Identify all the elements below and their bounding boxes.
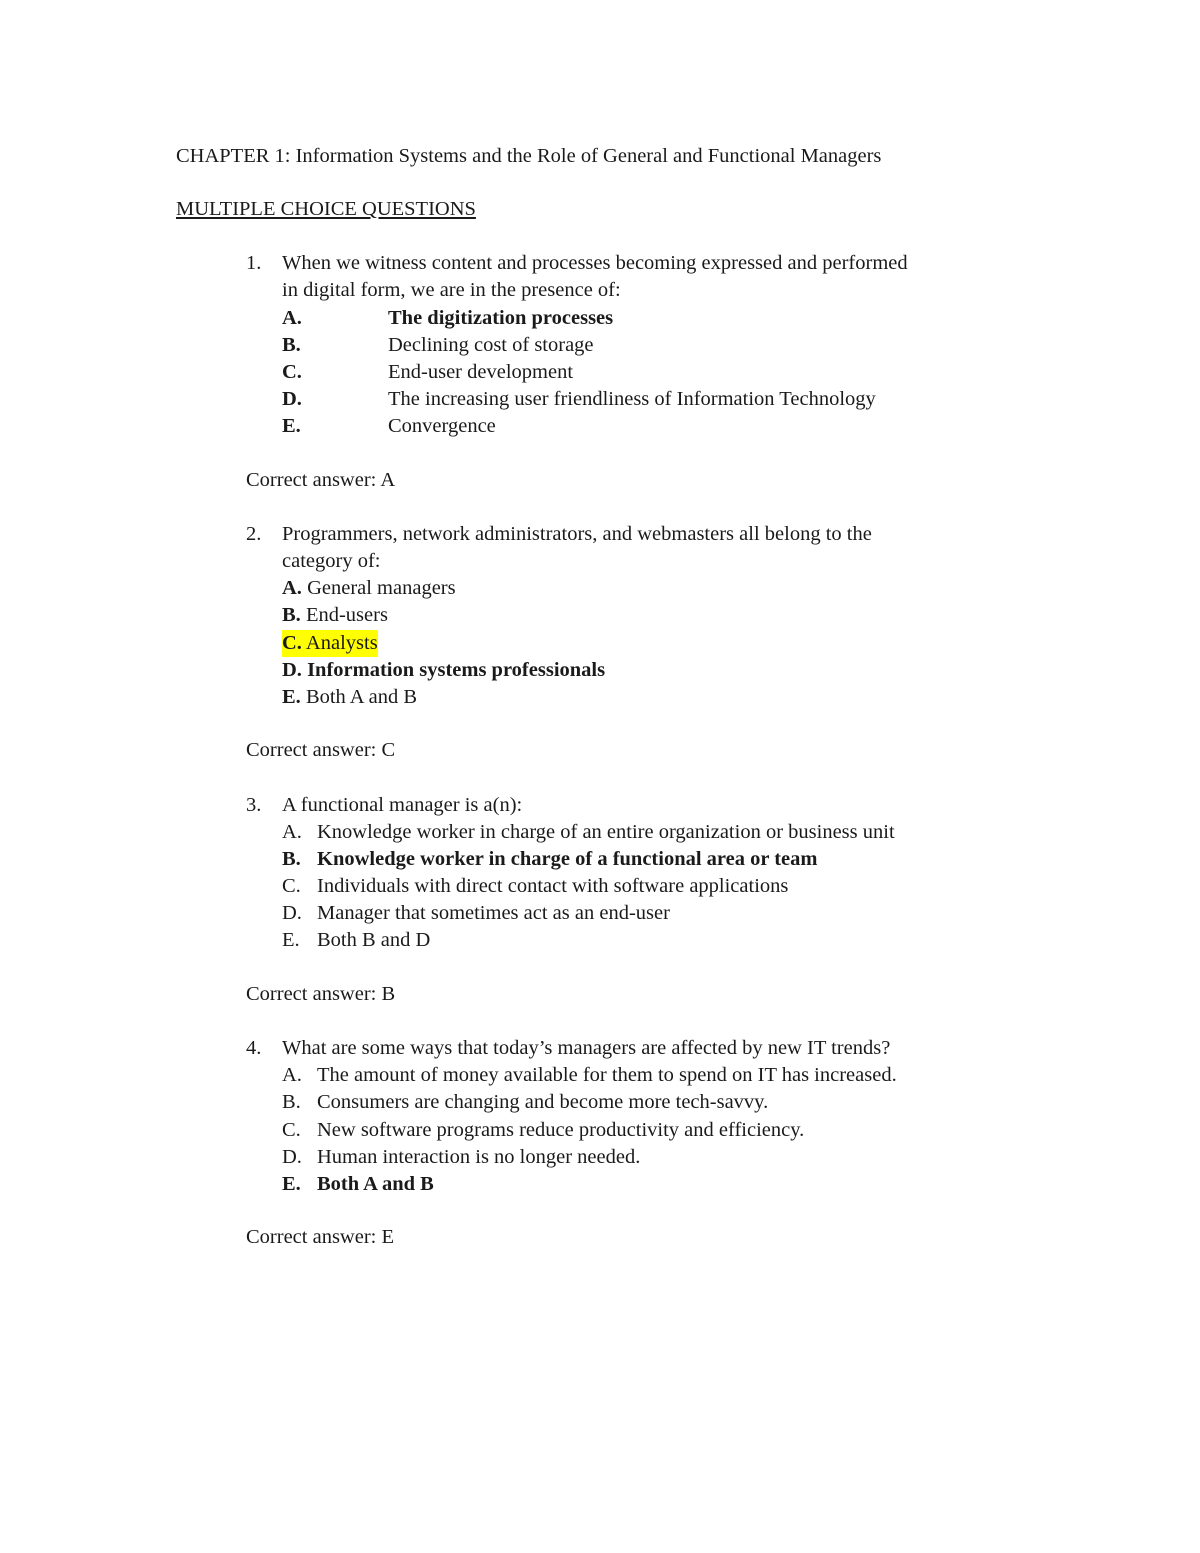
question-2-option-e [282,684,417,711]
question-1-text-line-2: in digital form, we are in the presence of: [282,279,621,301]
question-1-number: 1. [246,252,262,274]
question-2-answer: Correct answer: C [246,739,396,761]
question-3-option-c-letter: C. [282,875,301,897]
question-2-option-c-text: Analysts [301,632,378,654]
question-3-option-a-text: Knowledge worker in charge of an entire organization or business unit [317,821,895,843]
question-3-option-a-letter: A. [282,821,302,843]
question-2-option-a [282,575,456,602]
chapter-title: CHAPTER 1: Information Systems and the Role of General and Functional Managers [176,145,882,167]
section-heading: MULTIPLE CHOICE QUESTIONS [176,198,476,220]
question-4-option-a-text: The amount of money available for them to spend on IT has increased. [317,1064,897,1086]
question-3-option-d-text: Manager that sometimes act as an end-user [317,902,670,924]
question-3-option-e-text: Both B and D [317,929,431,951]
question-3-option-c-text: Individuals with direct contact with software applications [317,875,789,897]
question-2-option-e-letter: E. [282,686,301,708]
question-2-option-b [282,602,388,629]
question-4-option-b-letter: B. [282,1091,301,1113]
question-4-option-c-letter: C. [282,1119,301,1141]
question-4-option-e-letter: E. [282,1173,301,1195]
question-1-option-e-letter: E. [282,415,301,437]
question-1-answer: Correct answer: A [246,469,396,491]
question-2-option-c-letter: C. [282,632,302,654]
question-2-text-line-2: category of: [282,550,381,572]
question-4-option-e-text: Both A and B [317,1173,434,1195]
question-1-option-b-letter: B. [282,334,301,356]
question-1-option-a-letter: A. [282,307,302,329]
question-1-option-e-text: Convergence [388,415,496,437]
question-4-option-c-text: New software programs reduce productivity and efficiency. [317,1119,805,1141]
question-4-text-line-1: What are some ways that today’s managers are affected by new IT trends? [282,1037,891,1059]
question-2-option-b-text: End-users [300,604,388,626]
question-4-number: 4. [246,1037,262,1059]
question-2-option-c-highlighted [282,630,378,657]
question-1-option-c-text: End-user development [388,361,574,383]
question-2-option-d [282,657,605,684]
question-2-option-d-letter: D. [282,659,302,681]
question-4-option-b-text: Consumers are changing and become more tech-savvy. [317,1091,769,1113]
question-3-text-line-1: A functional manager is a(n): [282,794,523,816]
question-4-answer: Correct answer: E [246,1226,394,1248]
question-1-option-c-letter: C. [282,361,302,383]
question-1-text-line-1: When we witness content and processes becoming expressed and performed [282,252,908,274]
question-2-text-line-1: Programmers, network administrators, and webmasters all belong to the [282,523,872,545]
question-4-option-d-letter: D. [282,1146,302,1168]
question-3-option-b-text: Knowledge worker in charge of a functional area or team [317,848,818,870]
question-1-option-b-text: Declining cost of storage [388,334,594,356]
question-2-option-d-text: Information systems professionals [301,659,606,681]
question-3-option-e-letter: E. [282,929,300,951]
question-2-option-a-text: General managers [301,577,456,599]
question-2-option-b-letter: B. [282,604,301,626]
question-4-option-d-text: Human interaction is no longer needed. [317,1146,641,1168]
question-2-number: 2. [246,523,262,545]
question-3-option-d-letter: D. [282,902,302,924]
question-4-option-a-letter: A. [282,1064,302,1086]
question-3-answer: Correct answer: B [246,983,396,1005]
question-2-option-a-letter: A. [282,577,302,599]
question-3-number: 3. [246,794,262,816]
question-1-option-d-text: The increasing user friendliness of Information Technology [388,388,876,410]
question-3-option-b-letter: B. [282,848,301,870]
question-1-option-d-letter: D. [282,388,302,410]
question-2-option-e-text: Both A and B [300,686,417,708]
question-1-option-a-text: The digitization processes [388,307,614,329]
